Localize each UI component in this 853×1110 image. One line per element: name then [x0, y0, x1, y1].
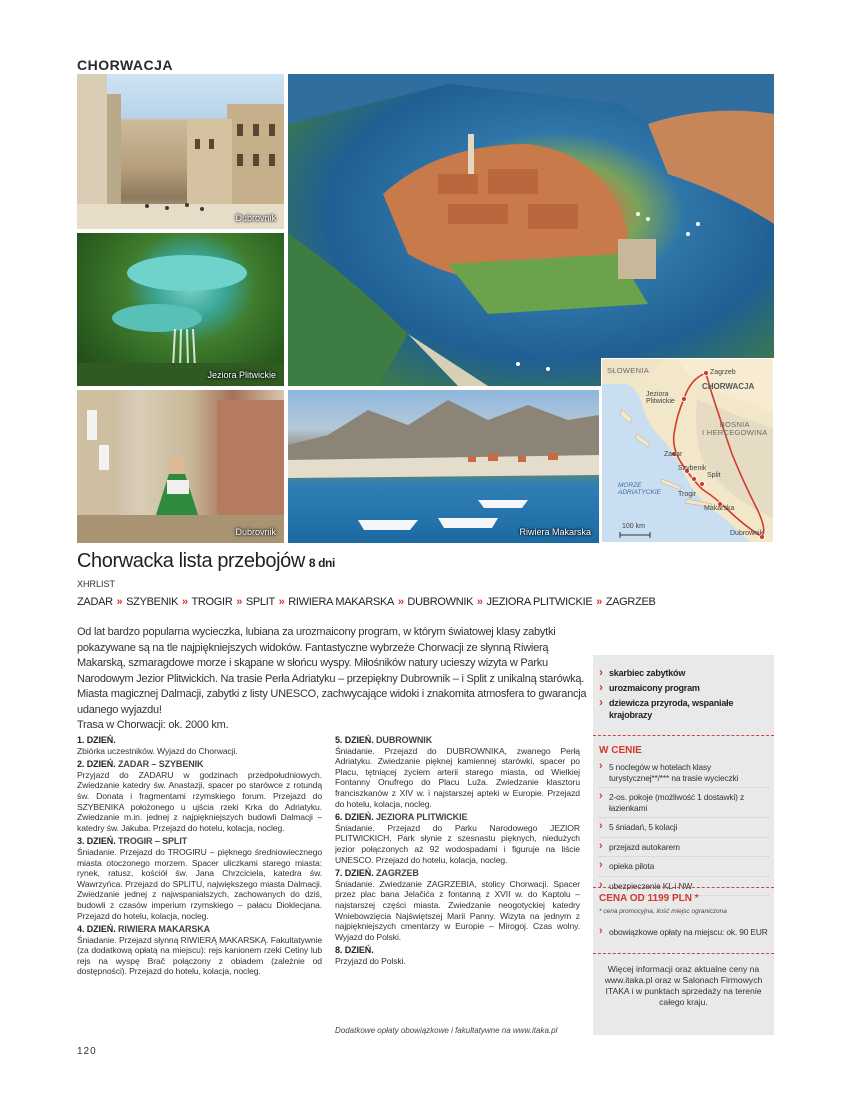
map-city-zagreb: Zagrzeb: [710, 369, 736, 376]
tour-intro: [77, 625, 587, 734]
photo-caption: Jeziora Plitwickie: [207, 370, 276, 380]
divider: [593, 735, 774, 736]
tour-title: [77, 550, 335, 573]
included-item: › opieka pilota: [599, 861, 769, 877]
map-city-split: Split: [707, 472, 721, 479]
tour-route: [77, 596, 656, 608]
divider: [593, 953, 774, 954]
divider: [593, 887, 774, 888]
highlight-item: › urozmaicony program: [599, 682, 769, 694]
day-text: Śniadanie. Przejazd słynną RIWIERĄ MAKARSKĄ. Fakultatywnie (za dodatkową opłatą na miejscu): rejs kanionem rzeki Cetiny lub rejs na wyspę Brač połączony z obiadem (zależnie od dostępności). Przejazd do hotelu, kolacja, nocleg.: [77, 934, 322, 977]
section-title: CHORWACJA: [77, 57, 174, 73]
day-heading: 3. DZIEŃ. TROGIR – SPLIT: [77, 836, 188, 847]
day-heading: 7. DZIEŃ. ZAGRZEB: [335, 868, 419, 879]
route-separator: »: [593, 596, 605, 608]
day-text: Śniadanie. Zwiedzanie ZAGRZEBIA, stolicy Chorwacji. Spacer przez plac bana Jelačića z fontanną z XVII w. do Kaptolu – najstarszej części miasta. Zwiedzanie neogotyckiej katedry Wniebowzięcia Najświętszej Marii Panny. Wizyta na jednym z najpiękniejszych cmentarzy w Europie – Mirogoj. Czas wolny. Wyjazd do Polski.: [335, 878, 580, 942]
map-city-zadar: Zadar: [664, 451, 683, 458]
route-stop: TROGIR: [191, 596, 233, 608]
photo-caption: Riwiera Makarska: [519, 527, 591, 537]
route-separator: »: [113, 596, 126, 608]
day-text: Śniadanie. Przejazd do DUBROWNIKA, zwanego Perłą Adriatyku. Zwiedzanie pięknej kamiennej starówki, spacer po Placu, tętniącej życiem arterii starego miasta, od Wielkiej Fontanny Onufrego do Placu Luža. Zwiedzanie klasztoru franciszkanów z XIV w. i najstarszej apteki w Europie. Przejazd do hotelu, kolacja, nocleg.: [335, 745, 580, 809]
day-text: Śniadanie. Przejazd do TROGIRU – pięknego średniowiecznego miasta otoczonego morzem. Spacer uliczkami starego miasta: rynek, ratusz, kościół św. Jana Chrzciciela, katedra św. Wawrzyńca. Przejazd do SPLITU, największego miasta Dalmacji. Zwiedzanie jednej z najwspanialszych, zachowanych do dziś, budowli z czasów imperium rzymskiego – pałacu Dioklecjana. Przejazd do hotelu, kolacja, nocleg.: [77, 846, 322, 921]
map-label-croatia: CHORWACJA: [702, 382, 755, 391]
route-stop: ZAGRZEB: [605, 596, 656, 608]
highlight-item: › dziewicza przyroda, wspaniałe krajobrazy: [599, 697, 769, 721]
info-sidebar: [593, 655, 774, 1035]
intro-distance: Trasa w Chorwacji: ok. 2000 km.: [77, 719, 229, 731]
map-city-makarska: Makarska: [704, 505, 735, 512]
day-heading: 5. DZIEŃ. DUBROWNIK: [335, 735, 433, 745]
price-note: * cena promocyjna, ilość miejsc ograniczona: [599, 908, 727, 915]
map-scale: 100 km: [622, 523, 645, 530]
route-stop: ZADAR: [77, 596, 113, 608]
price: CENA OD 1199 PLN *: [599, 893, 699, 904]
day-heading: 2. DZIEŃ. ZADAR – SZYBENIK: [77, 759, 204, 770]
included-heading: W CENIE: [599, 745, 642, 756]
photo-caption: Dubrovnik: [235, 527, 276, 537]
extra-fee-item: › obowiązkowe opłaty na miejscu: ok. 90 EUR: [599, 927, 769, 938]
included-item: › ubezpieczenie KL i NW: [599, 881, 769, 897]
route-stop: JEZIORA PLITWICKIE: [486, 596, 593, 608]
photo-riwiera-makarska: [288, 390, 599, 543]
day-heading: 4. DZIEŃ. RIWIERA MAKARSKA: [77, 924, 211, 935]
route-separator: »: [233, 596, 245, 608]
photo-caption: Dubrovnik: [235, 213, 276, 223]
route-map: [601, 358, 774, 543]
itinerary-column-1: [77, 735, 322, 977]
photo-dubrovnik-street: [77, 74, 284, 229]
map-city-dubrownik: Dubrownik: [730, 530, 764, 537]
included-item: › przejazd autokarem: [599, 842, 769, 858]
route-separator: »: [474, 596, 486, 608]
day-heading: 6. DZIEŃ. JEZIORA PLITWICKIE: [335, 812, 468, 823]
map-city-szybenik: Szybenik: [678, 465, 707, 472]
included-item: › 5 noclegów w hotelach klasy turystycznej**/*** na trasie wycieczki: [599, 762, 769, 788]
included-item: › 2-os. pokoje (możliwość 1 dostawki) z łazienkami: [599, 792, 769, 818]
route-stop: SZYBENIK: [126, 596, 179, 608]
extra-fees-list: [599, 927, 769, 938]
tour-code: XHRLIST: [77, 579, 116, 589]
tour-name: Chorwacka lista przebojów: [77, 550, 305, 572]
map-city-plitvice: Jeziora Plitwickie: [646, 391, 675, 406]
footnote-fees: Dodatkowe opłaty obowiązkowe i fakultatywne na www.itaka.pl: [335, 1026, 558, 1035]
map-label-sea: MORZE ADRIATYCKIE: [618, 482, 661, 496]
page-number: 120: [77, 1046, 97, 1057]
tour-days: 8 dni: [308, 556, 335, 570]
route-separator: »: [395, 596, 407, 608]
day-text: Śniadanie. Przejazd do Parku Narodowego JEZIOR PLITWICKICH. Park słynie z szesnastu pięknych, niedużych jezior połączonych aż 92 wodospadami i figuruje na liście UNESCO. Przejazd do hotelu, kolacja, nocleg.: [335, 822, 580, 865]
more-info: Więcej informacji oraz aktualne ceny na www.itaka.pl oraz w Salonach Firmowych ITAKA i w punktach sprzedaży na terenie całego kraju.: [604, 964, 763, 1007]
photo-trogir-aerial: [288, 74, 774, 386]
route-stop: SPLIT: [245, 596, 275, 608]
itinerary-column-2: [335, 735, 580, 966]
day-text: Przyjazd do ZADARU w godzinach przedpołudniowych. Zwiedzanie katedry św. Anastazji, spacer po starówce z rotundą św. Donata i fragmentami rzymskiego forum. Przejazd do SZYBENIKA położonego u ujścia rzeki Krka do Adriatyku. Zwiedzanie m.in. jednej z najpiękniejszych budowli Dalmacji – katedry św. Jakuba. Przejazd do hotelu, kolacja, nocleg.: [77, 769, 322, 833]
day-text: Zbiórka uczestników. Wyjazd do Chorwacji.: [77, 745, 238, 756]
included-list: [599, 762, 769, 900]
day-text: Przyjazd do Polski.: [335, 955, 406, 966]
day-heading: 1. DZIEŃ.: [77, 735, 116, 745]
route-stop: DUBROWNIK: [407, 596, 474, 608]
route-separator: »: [275, 596, 288, 608]
map-city-trogir: Trogir: [678, 491, 697, 498]
map-label-bosnia: BOSNIA I HERCEGOWINA: [702, 420, 768, 437]
map-label-slovenia: SŁOWENIA: [607, 366, 649, 375]
included-item: › 5 śniadań, 5 kolacji: [599, 822, 769, 838]
route-separator: »: [179, 596, 191, 608]
route-stop: RIWIERA MAKARSKA: [288, 596, 395, 608]
highlight-item: › skarbiec zabytków: [599, 667, 769, 679]
photo-dubrovnik-woman: [77, 390, 284, 543]
day-heading: 8. DZIEŃ.: [335, 945, 374, 956]
highlights-list: [599, 667, 769, 724]
photo-plitvice-lakes: [77, 233, 284, 386]
intro-text: Od lat bardzo popularna wycieczka, lubiana za urozmaicony program, w którym światowej klasy zabytki pokazywane są na tle najpiękniejszych widoków. Fantastyczne wybrzeże Chorwacji ze słynną Riwierą Makarską, szmaragdowe morze i skąpane w słońcu wyspy. Miłośników natury ucieszy wizyta w Parku Narodowym Jezior Plitwickich. Na trasie Perła Adriatyku – przepiękny Dubrownik – i Split z unikalną starówką. Miasta magicznej Dalmacji, zabytki z listy UNESCO, zachwycające widoki i znakomita atmosfera to gwarancja udanego wyjazdu!: [77, 626, 587, 716]
